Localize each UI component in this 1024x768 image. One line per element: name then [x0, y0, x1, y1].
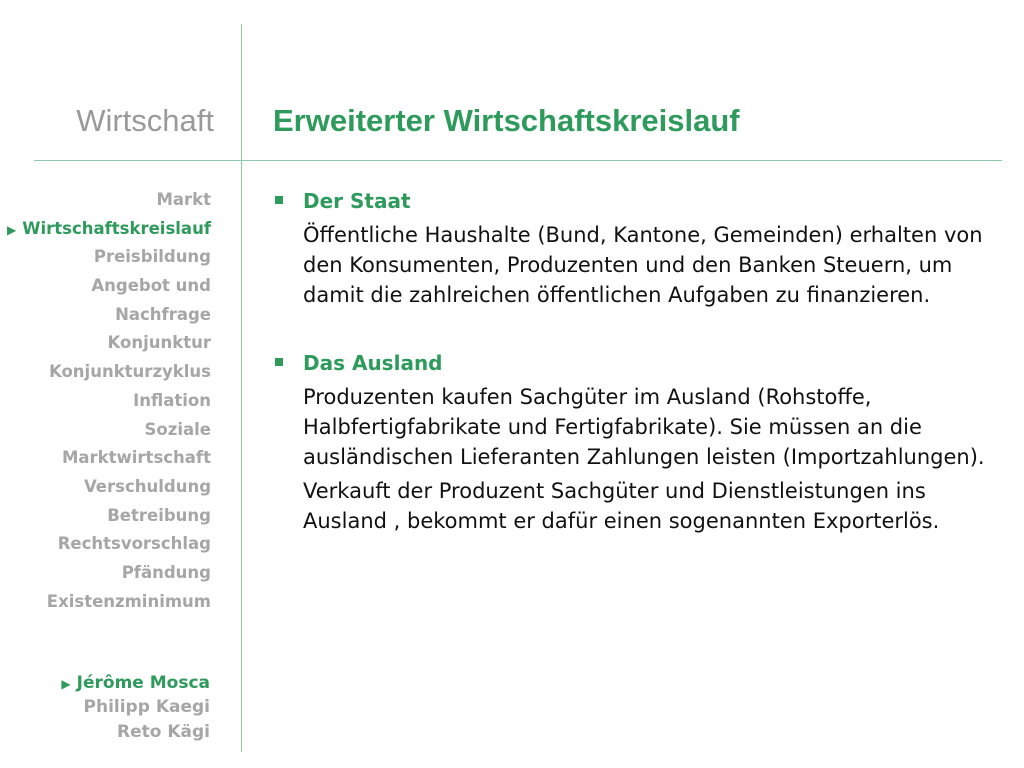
bullet-heading-staat	[273, 186, 1003, 216]
square-bullet-icon	[275, 358, 283, 366]
nav-item-label: Preisbildung	[93, 247, 211, 267]
bullet-heading-text: Der Staat	[303, 189, 411, 213]
nav-item-pfaendung[interactable]	[0, 559, 211, 588]
nav-item-preisbildung[interactable]	[0, 243, 211, 272]
bullet-heading-ausland	[273, 348, 1003, 378]
nav-item-verschuldung[interactable]	[0, 473, 211, 502]
square-bullet-icon	[275, 196, 283, 204]
nav-item-label: Betreibung	[107, 505, 211, 525]
nav-item-label: Wirtschaftskreislauf	[22, 218, 211, 238]
section-title: Wirtschaft	[76, 103, 214, 138]
nav-item-markt[interactable]	[0, 186, 211, 215]
nav-item-label: Soziale	[144, 419, 211, 439]
current-arrow-icon: ▶	[61, 677, 71, 691]
nav-item-label: Konjunktur	[107, 333, 211, 353]
author-name: Philipp Kaegi	[83, 697, 210, 718]
topic-nav	[0, 186, 211, 616]
author-name: Jérôme Mosca	[76, 673, 210, 693]
nav-item-label: Verschuldung	[83, 476, 211, 496]
bullet-heading-text: Das Ausland	[303, 351, 443, 375]
nav-item-rechtsvorschlag[interactable]	[0, 530, 211, 559]
nav-item-marktwirtschaft[interactable]	[0, 444, 211, 473]
nav-item-label: Angebot und	[91, 276, 211, 296]
paragraph: Verkauft der Produzent Sachgüter und Dienstleistungen ins Ausland , bekommt er dafür einen sogenannten Exporterlös.	[303, 479, 940, 533]
nav-item-inflation[interactable]	[0, 387, 211, 416]
nav-item-wirtschaftskreislauf[interactable]	[0, 215, 211, 244]
nav-item-konjunktur[interactable]	[0, 329, 211, 358]
spacer	[273, 310, 1003, 348]
current-arrow-icon: ▶	[7, 222, 17, 237]
nav-item-label: Rechtsvorschlag	[57, 534, 211, 554]
nav-item-label: Marktwirtschaft	[61, 448, 211, 468]
author	[0, 720, 210, 744]
vertical-divider	[241, 24, 242, 752]
nav-item-soziale[interactable]	[0, 416, 211, 445]
nav-item-betreibung[interactable]	[0, 502, 211, 531]
nav-item-nachfrage[interactable]	[0, 301, 211, 330]
slide-title: Erweiterter Wirtschaftskreislauf	[273, 103, 740, 138]
nav-item-label: Inflation	[133, 390, 211, 410]
nav-item-label: Existenzminimum	[46, 591, 211, 611]
author-name: Reto Kägi	[117, 721, 210, 742]
horizontal-divider	[34, 160, 1002, 161]
nav-item-konjunkturzyklus[interactable]	[0, 358, 211, 387]
paragraph: Produzenten kaufen Sachgüter im Ausland (Rohstoffe, Halbfertigfabrikate und Fertigfabrikate). Sie müssen an die ausländischen Lieferanten Zahlungen leisten (Importzahlungen).	[303, 385, 985, 469]
slide-content	[273, 186, 1003, 536]
author-list	[0, 671, 210, 744]
nav-item-angebot-und[interactable]	[0, 272, 211, 301]
author	[0, 695, 210, 719]
author-current	[0, 671, 210, 695]
paragraph: Öffentliche Haushalte (Bund, Kantone, Gemeinden) erhalten von den Konsumenten, Produzenten und den Banken Steuern, um damit die zahlreichen öffentlichen Aufgaben zu finanzieren.	[303, 223, 983, 307]
nav-item-label: Markt	[156, 190, 211, 209]
nav-item-label: Nachfrage	[115, 304, 211, 324]
nav-item-label: Pfändung	[121, 562, 211, 582]
nav-item-existenzminimum[interactable]	[0, 588, 211, 617]
nav-item-label: Konjunkturzyklus	[48, 362, 211, 382]
